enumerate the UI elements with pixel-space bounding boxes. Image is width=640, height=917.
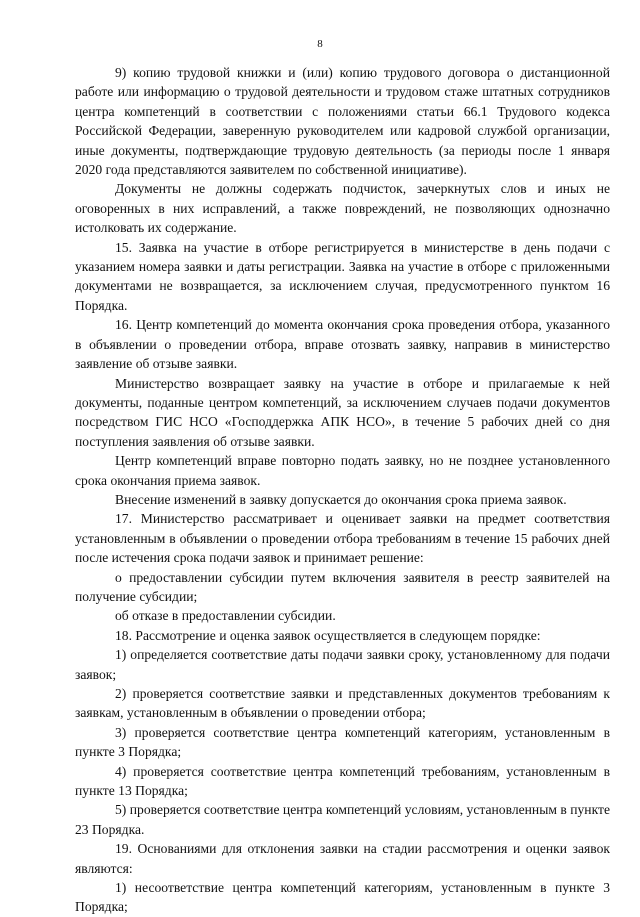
paragraph-step-2: 2) проверяется соответствие заявки и представленных документов требованиям к заявкам, установленным в объявлении о проведении отбора;	[75, 686, 610, 721]
paragraph-clause-18: 18. Рассмотрение и оценка заявок осуществляется в следующем порядке:	[115, 627, 541, 643]
page-number: 8	[317, 38, 323, 50]
document-body	[75, 63, 610, 917]
paragraph-step-4: 4) проверяется соответствие центра компетенций требованиям, установленным в пункте 13 Порядка;	[75, 763, 610, 799]
paragraph-document-requirements: Документы не должны содержать подчисток, зачеркнутых слов и иных не оговоренных в них исправлений, а также повреждений, не позволяющих однозначно истолковать их содержание.	[75, 181, 610, 236]
paragraph-step-3: 3) проверяется соответствие центра компетенций категориям, установленным в пункте 3 Порядка;	[75, 724, 610, 760]
paragraph-clause-15: 15. Заявка на участие в отборе регистрируется в министерстве в день подачи с указанием номера заявки и даты регистрации. Заявка на участие в отборе с приложенными документами не возвращается, за исключением случая, предусмотренного пунктом 16 Порядка.	[75, 239, 610, 313]
paragraph-resubmission: Центр компетенций вправе повторно подать заявку, но не позднее установленного срока окончания приема заявок.	[75, 453, 610, 488]
paragraph-item-9-work-record: 9) копию трудовой книжки и (или) копию трудового договора о дистанционной работе или информацию о трудовой деятельности и трудовом стаже штатных сотрудников центра компетенций в соответствии с положениями статьи 66.1 Трудового кодекса Российской Федерации, заверенную руководителем или кадровой службой организации, иные документы, подтверждающие трудовую деятельность (за периоды после 1 января 2020 года представляются заявителем по собственной инициативе).	[75, 65, 610, 178]
paragraph-clause-16: 16. Центр компетенций до момента окончания срока проведения отбора, указанного в объявлении о проведении отбора, вправе отозвать заявку, направив в министерство заявление об отзыве заявки.	[75, 317, 610, 372]
paragraph-step-1: 1) определяется соответствие даты подачи заявки сроку, установленному для подачи заявок;	[75, 647, 610, 682]
paragraph-decision-grant: о предоставлении субсидии путем включения заявителя в реестр заявителей на получение субсидии;	[75, 569, 610, 604]
paragraph-rejection-ground-1: 1) несоответствие центра компетенций категориям, установленным в пункте 3 Порядка;	[75, 880, 610, 915]
paragraph-amendments: Внесение изменений в заявку допускается до окончания срока приема заявок.	[115, 491, 567, 507]
paragraph-clause-19: 19. Основаниями для отклонения заявки на стадии рассмотрения и оценки заявок являются:	[75, 841, 610, 876]
paragraph-decision-refusal: об отказе в предоставлении субсидии.	[115, 608, 336, 624]
paragraph-step-5: 5) проверяется соответствие центра компетенций условиям, установленным в пункте 23 Порядка.	[75, 802, 610, 837]
paragraph-clause-17: 17. Министерство рассматривает и оценивает заявки на предмет соответствия установленным в объявлении о проведении отбора требованиям в течение 15 рабочих дней после истечения срока подачи заявок и принимает решение:	[75, 511, 610, 566]
paragraph-application-return: Министерство возвращает заявку на участие в отборе и прилагаемые к ней документы, поданные центром компетенций, за исключением случаев подачи документов посредством ГИС НСО «Господдержка АПК НСО», в течение 5 рабочих дней со дня поступления заявления об отзыве заявки.	[75, 375, 610, 449]
